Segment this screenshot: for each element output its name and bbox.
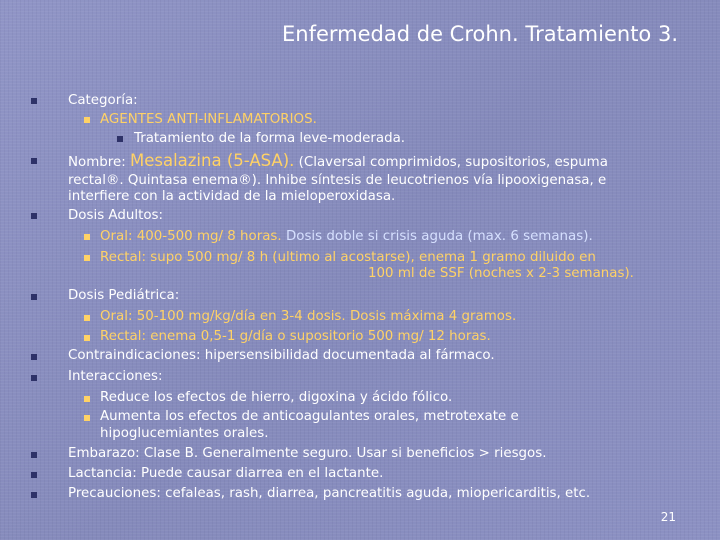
- bullet-icon: [31, 472, 37, 478]
- contraindicaciones-text: Contraindicaciones: hipersensibilidad documentada al fármaco.: [68, 348, 495, 363]
- categoria-subgroup: Tratamiento de la forma leve-moderada.: [134, 131, 406, 146]
- sub-bullet-icon: [84, 117, 90, 123]
- nombre-label: Nombre:: [68, 155, 126, 170]
- interacciones-item2-line2: hipoglucemiantes orales.: [100, 426, 269, 441]
- bullet-icon: [31, 158, 37, 164]
- bullet-icon: [31, 98, 37, 104]
- pediatrica-label: Dosis Pediátrica:: [68, 288, 180, 303]
- sub-sub-bullet-icon: [117, 136, 123, 142]
- pediatrica-oral-dose: Oral: 50-100 mg/kg/día en 3-4 dosis.: [100, 309, 346, 324]
- adultos-oral-dose: Oral: 400-500 mg/ 8 horas.: [100, 229, 282, 244]
- pediatrica-rectal: Rectal: enema 0,5-1 g/día o supositorio 500 mg/ 12 horas.: [100, 329, 491, 344]
- interacciones-label: Interacciones:: [68, 369, 163, 384]
- interacciones-item1: Reduce los efectos de hierro, digoxina y ácido fólico.: [100, 390, 453, 405]
- categoria-label: Categoría:: [68, 93, 138, 108]
- bullet-icon: [31, 213, 37, 219]
- nombre-line2: rectal®. Quintasa enema®). Inhibe síntesis de leucotrienos vía lipooxigenasa, e: [68, 173, 607, 188]
- precauciones-text: Precauciones: cefaleas, rash, diarrea, pancreatitis aguda, miopericarditis, etc.: [68, 486, 591, 501]
- interacciones-item2-line1: Aumenta los efectos de anticoagulantes orales, metrotexate e: [100, 409, 519, 424]
- bullet-icon: [31, 375, 37, 381]
- pediatrica-oral: [100, 309, 516, 325]
- sub-bullet-icon: [84, 415, 90, 421]
- bullet-icon: [31, 354, 37, 360]
- adultos-rectal-line1: Rectal: supo 500 mg/ 8 h (ultimo al acostarse), enema 1 gramo diluido en: [100, 250, 596, 265]
- sub-bullet-icon: [84, 335, 90, 341]
- drug-name: Mesalazina (5-ASA).: [129, 151, 295, 170]
- bullet-icon: [31, 492, 37, 498]
- sub-bullet-icon: [84, 255, 90, 261]
- bullet-icon: [31, 452, 37, 458]
- embarazo-text: Embarazo: Clase B. Generalmente seguro. Usar si beneficios > riesgos.: [68, 446, 547, 461]
- adultos-oral-extra: Dosis doble si crisis aguda (max. 6 semanas).: [285, 229, 593, 244]
- bullet-icon: [31, 294, 37, 300]
- adultos-label: Dosis Adultos:: [68, 208, 163, 223]
- nombre-line: [68, 151, 608, 173]
- lactancia-text: Lactancia: Puede causar diarrea en el lactante.: [68, 466, 384, 481]
- sub-bullet-icon: [84, 396, 90, 402]
- pediatrica-oral-extra: Dosis máxima 4 gramos.: [349, 309, 517, 324]
- adultos-rectal-line2: 100 ml de SSF (noches x 2-3 semanas).: [368, 266, 634, 281]
- categoria-group: AGENTES ANTI-INFLAMATORIOS.: [100, 112, 317, 127]
- sub-bullet-icon: [84, 315, 90, 321]
- nombre-line1-rest: (Claversal comprimidos, supositorios, espuma: [298, 155, 608, 170]
- page-number: 21: [660, 510, 676, 524]
- sub-bullet-icon: [84, 234, 90, 240]
- adultos-oral: [100, 229, 593, 245]
- nombre-line3: interfiere con la actividad de la mieloperoxidasa.: [68, 189, 396, 204]
- slide-title: Enfermedad de Crohn. Tratamiento 3.: [282, 22, 678, 46]
